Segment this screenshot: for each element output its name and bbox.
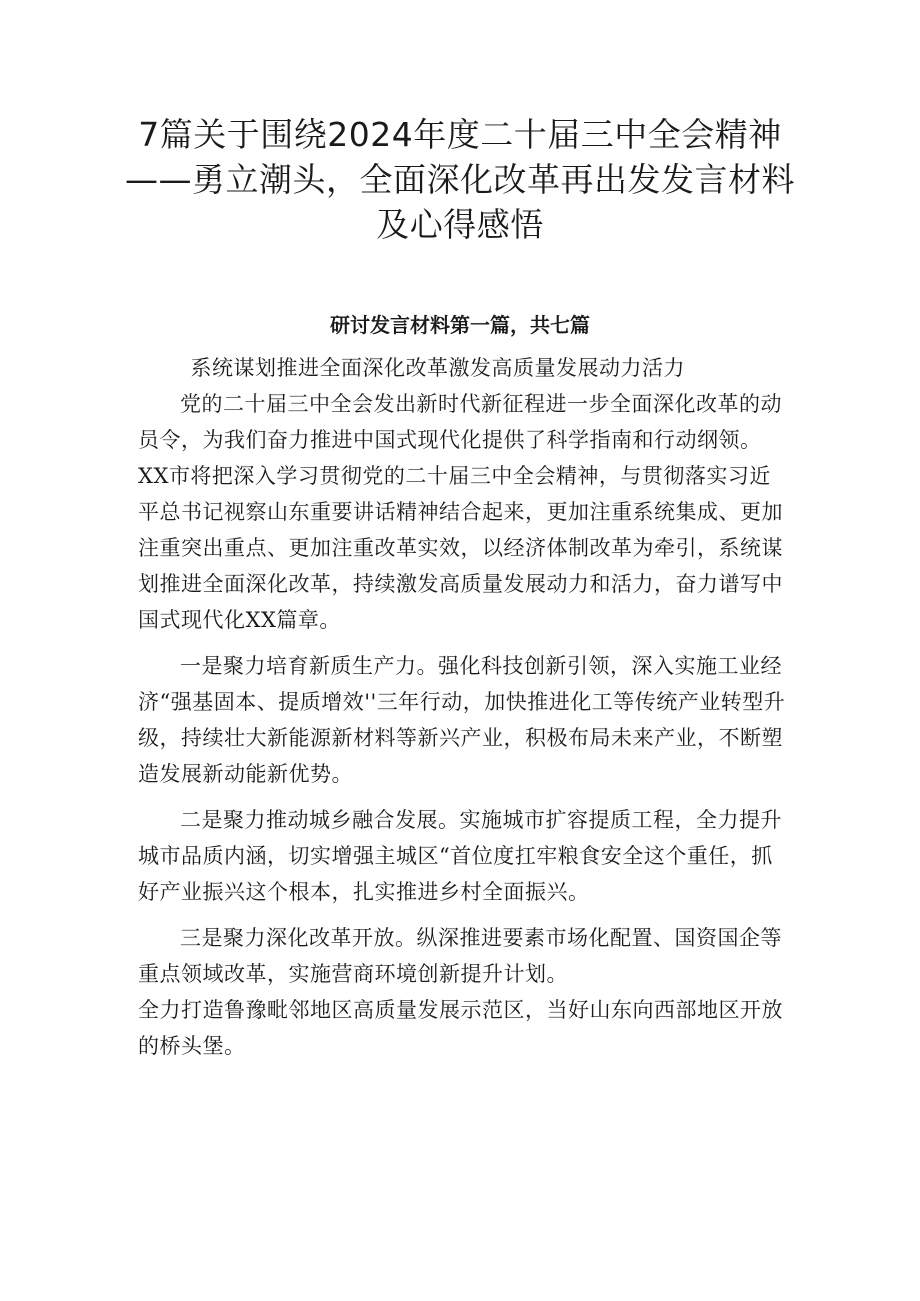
document-subtitle: 系统谋划推进全面深化改革激发高质量发展动力活力: [190, 356, 685, 380]
paragraph-point-one: 一是聚力培育新质生产力。强化科技创新引领，深入实施工业经济“强基固本、提质增效''三年行动，加快推进化工等传统产业转型升级，持续壮大新能源新材料等新兴产业，积极布局未来产业，不断塑造发展新动能新优势。: [138, 654, 786, 786]
document-body: [138, 350, 786, 1064]
paragraph-point-three: 三是聚力深化改革开放。纵深推进要素市场化配置、国资国企等重点领域改革，实施营商环境创新提升计划。: [138, 926, 782, 986]
section-heading: 研讨发言材料第一篇，共七篇: [330, 313, 590, 337]
paragraph-intro: 党的二十届三中全会发出新时代新征程进一步全面深化改革的动员令，为我们奋力推进中国式现代化提供了科学指南和行动纲领。XX市将把深入学习贯彻党的二十届三中全会精神，与贯彻落实习近平总书记视察山东重要讲话精神结合起来，更加注重系统集成、更加注重突出重点、更加注重改革实效，以经济体制改革为牵引，系统谋划推进全面深化改革，持续激发高质量发展动力和活力，奋力谱写中国式现代化XX篇章。: [138, 392, 783, 632]
paragraph-continuation: 全力打造鲁豫毗邻地区高质量发展示范区，当好山东向西部地区开放的桥头堡。: [138, 998, 783, 1058]
paragraph-point-two: 二是聚力推动城乡融合发展。实施城市扩容提质工程，全力提升城市品质内涵，切实增强主城区“首位度扛牢粮食安全这个重任，抓好产业振兴这个根本，扎实推进乡村全面振兴。: [138, 808, 782, 904]
document-title: 7篇关于围绕2024年度二十届三中全会精神——勇立潮头，全面深化改革再出发发言材料及心得感悟: [125, 115, 795, 244]
